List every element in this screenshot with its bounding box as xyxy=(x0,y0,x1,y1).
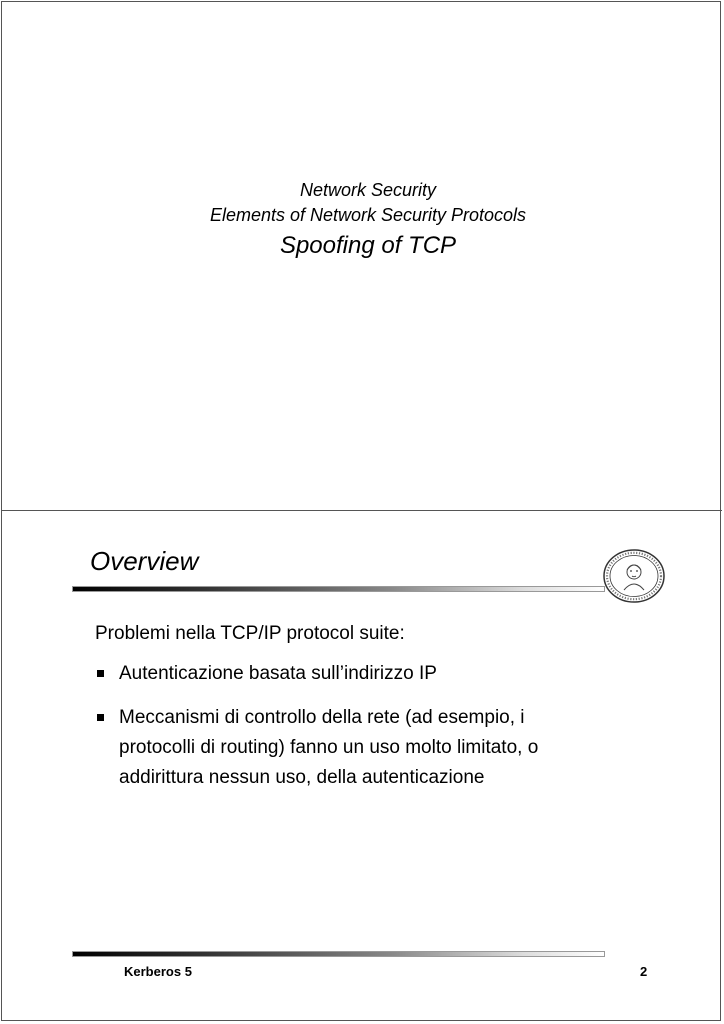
section-title: Elements of Network Security Protocols xyxy=(209,205,527,225)
header-rule xyxy=(72,586,605,592)
course-title: Network Security xyxy=(299,180,437,200)
lecture-title: Spoofing of TCP xyxy=(279,232,457,259)
bullet-square-icon xyxy=(97,714,104,721)
slide-divider xyxy=(1,510,722,511)
bullet-text: Autenticazione basata sull’indirizzo IP xyxy=(119,663,437,684)
intro-text: Problemi nella TCP/IP protocol suite: xyxy=(95,623,405,644)
bullet-item xyxy=(95,659,595,689)
slide-title: Overview xyxy=(90,546,199,576)
title-slide xyxy=(0,178,724,262)
footer-label: Kerberos 5 xyxy=(124,964,192,979)
university-seal-icon xyxy=(602,548,666,604)
page-frame xyxy=(1,1,721,1021)
page-number: 2 xyxy=(640,964,648,979)
bullet-square-icon xyxy=(97,670,104,677)
bullet-text: Meccanismi di controllo della rete (ad esempio, i protocolli di routing) fanno un uso molto limitato, o addirittura nessun uso, della autenticazione xyxy=(119,707,539,788)
bullet-item xyxy=(95,703,595,793)
footer-rule xyxy=(72,951,605,957)
